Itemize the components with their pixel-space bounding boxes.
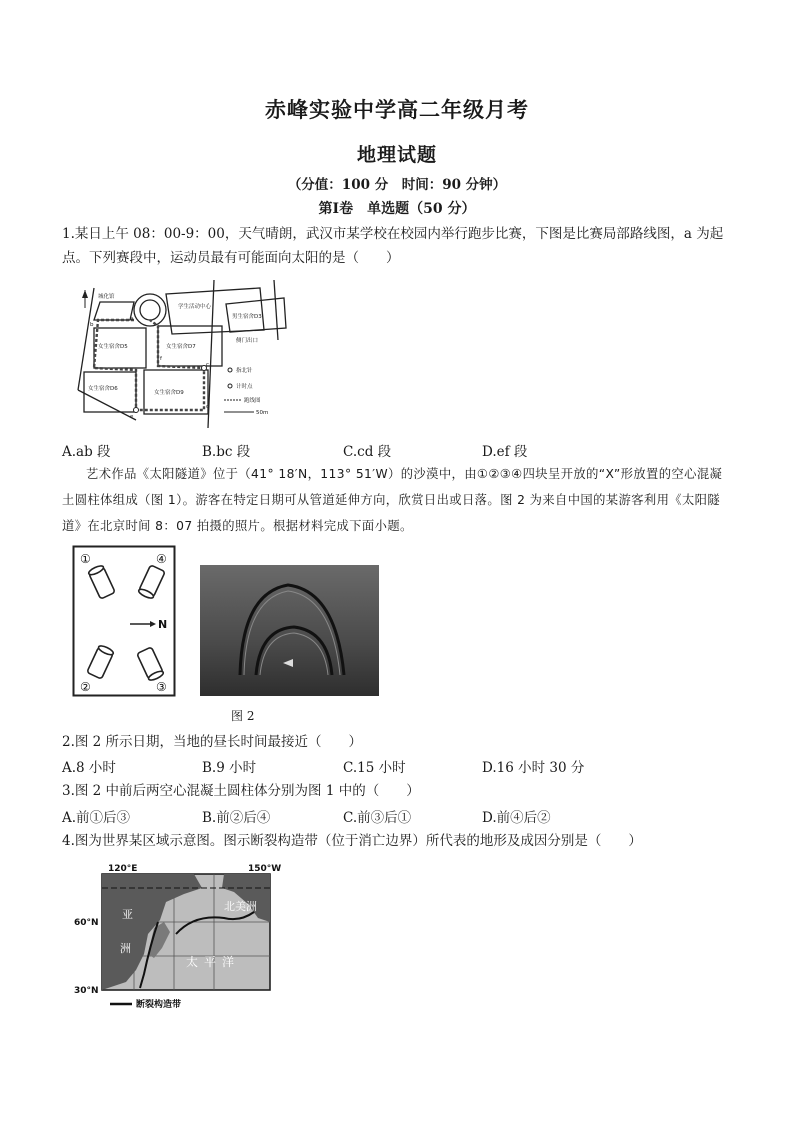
exam-title: 赤峰实验中学高二年级月考 bbox=[265, 97, 529, 122]
q2-option-a[interactable]: A.8 小时 bbox=[62, 760, 116, 776]
map-label-d7: 女生宿舍D7 bbox=[166, 344, 196, 350]
q3-option-c[interactable]: C.前③后① bbox=[343, 810, 412, 826]
q1-option-d[interactable]: D.ef 段 bbox=[482, 444, 528, 460]
subject-title: 地理试题 bbox=[356, 144, 437, 166]
section-heading: 第Ⅰ卷 单选题（50 分） bbox=[318, 201, 476, 217]
question-3-options bbox=[62, 806, 742, 828]
map-label-asia-2: 洲 bbox=[120, 942, 131, 955]
q2-option-c[interactable]: C.15 小时 bbox=[343, 760, 406, 776]
map-label-culture: 城化馆 bbox=[98, 294, 115, 300]
fig1-label-2: ② bbox=[80, 680, 91, 694]
map-lon-150w: 150°W bbox=[248, 864, 282, 874]
map-label-d9: 女生宿舍D9 bbox=[154, 390, 184, 396]
route-point-a: a bbox=[130, 316, 134, 322]
q1-option-b[interactable]: B.bc 段 bbox=[202, 444, 251, 460]
fig1-label-4: ④ bbox=[156, 552, 167, 566]
figure-1-tunnel-layout bbox=[72, 545, 176, 697]
question-1-text: 1.某日上午 08：00-9：00，天气晴朗，武汉市某学校在校园内举行跑步比赛，下图是比赛局部路线图，a 为起点。下列赛段中，运动员最有可能面向太阳的是（ ） bbox=[62, 226, 724, 266]
legend-fault-label: 断裂构造带 bbox=[136, 1000, 182, 1010]
timing-point-e bbox=[134, 408, 139, 413]
map-scale: 50m bbox=[256, 410, 269, 416]
figure-2-caption: 图 2 bbox=[231, 709, 255, 723]
pacific-region-map bbox=[74, 862, 288, 1012]
legend-compass: 指北针 bbox=[236, 368, 253, 374]
question-1-options bbox=[62, 440, 742, 462]
map-lon-120e: 120°E bbox=[108, 864, 138, 874]
route-point-e: e bbox=[130, 414, 134, 420]
map-label-d3: 男生宿舍D3 bbox=[232, 314, 262, 320]
map-label-activity: 学生活动中心 bbox=[178, 304, 212, 310]
q1-option-c[interactable]: C.cd 段 bbox=[343, 444, 392, 460]
q2-option-b[interactable]: B.9 小时 bbox=[202, 760, 257, 776]
map-lat-60n: 60°N bbox=[74, 918, 99, 928]
q3-option-d[interactable]: D.前④后② bbox=[482, 810, 551, 826]
question-2-text: 2.图 2 所示日期，当地的昼长时间最接近（ ） bbox=[62, 734, 363, 750]
map-label-d5: 女生宿舍D5 bbox=[98, 344, 128, 350]
map-building-activity bbox=[166, 288, 264, 334]
question-4-text: 4.图为世界某区域示意图。图示断裂构造带（位于消亡边界）所代表的地形及成因分别是（ ） bbox=[62, 833, 642, 849]
route-point-b: b bbox=[90, 322, 94, 328]
map-label-north-america: 北美洲 bbox=[224, 900, 257, 913]
map-label-d6: 女生宿舍D6 bbox=[88, 386, 118, 392]
map-label-pacific: 太平洋 bbox=[186, 955, 241, 969]
route-point-f: f bbox=[160, 356, 162, 362]
route-point-d: d bbox=[206, 404, 210, 410]
map-building-culture bbox=[94, 302, 134, 320]
q3-option-b[interactable]: B.前②后④ bbox=[202, 810, 271, 826]
route-point-c: c bbox=[206, 362, 210, 368]
exam-meta: （分值：100 分 时间：90 分钟） bbox=[287, 177, 507, 193]
question-3-text: 3.图 2 中前后两空心混凝土圆柱体分别为图 1 中的（ ） bbox=[62, 783, 420, 799]
fig1-north-label: N bbox=[158, 618, 168, 631]
fig1-label-1: ① bbox=[80, 552, 91, 566]
legend-timing-point: 计时点 bbox=[236, 384, 253, 390]
legend-route: 跑线图 bbox=[244, 398, 261, 404]
map-lat-30n: 30°N bbox=[74, 986, 99, 996]
q2-option-d[interactable]: D.16 小时 30 分 bbox=[482, 760, 585, 776]
campus-route-map bbox=[74, 280, 294, 428]
fig1-label-3: ③ bbox=[156, 680, 167, 694]
question-2-options bbox=[62, 756, 742, 778]
map-label-gate: 侧门出口 bbox=[236, 338, 259, 344]
q3-option-a[interactable]: A.前①后③ bbox=[62, 810, 131, 826]
reading-passage: 艺术作品《太阳隧道》位于（41° 18′N，113° 51′W）的沙漠中，由①②③④四块呈开放的“X”形放置的空心混凝土圆柱体组成（图 1）。游客在特定日期可从管道延伸方向，欣赏日出或日落。图 2 为来自中国的某游客利用《太阳隧道》在北京时间 8：07 拍摄的照片。根据材料完成下面小题。 bbox=[62, 467, 723, 533]
figure-2-photo bbox=[200, 565, 379, 696]
q1-option-a[interactable]: A.ab 段 bbox=[62, 444, 111, 460]
map-label-asia-1: 亚 bbox=[122, 908, 133, 921]
